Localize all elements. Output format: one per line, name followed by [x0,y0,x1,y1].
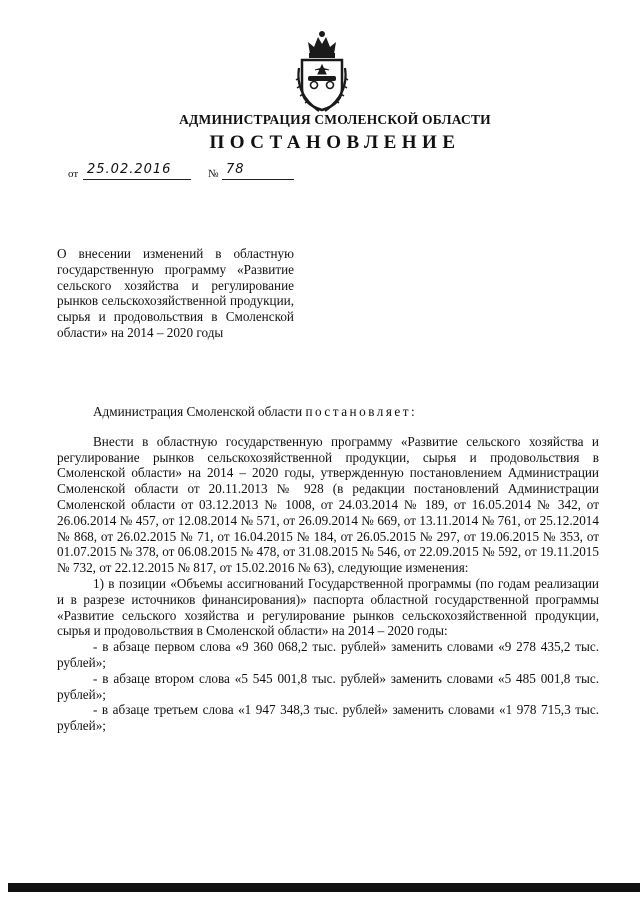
list-item: - в абзаце втором слова «5 545 001,8 тыс. рублей» заменить словами «5 485 001,8 тыс. рублей»; [57,670,599,702]
list-item: - в абзаце первом слова «9 360 068,2 тыс. рублей» заменить словами «9 278 435,2 тыс. рублей»; [57,639,599,670]
document-type-title: ПОСТАНОВЛЕНИЕ [209,132,461,153]
date-label: от [68,168,79,180]
number-label: № [208,168,219,180]
preamble-decree: постановляет: [305,404,418,419]
preamble-text: Администрация Смоленской области [93,404,303,419]
bottom-border-bar [8,883,640,892]
document-meta [68,162,308,182]
document-subject: О внесении изменений в областную государственную программу «Развитие сельского хозяйства и регулирование рынков сельскохозяйственной продукции, сырья и продовольствия в Смоленской области» на 2014 – 2020 годы [57,246,294,340]
date-underline [83,179,191,180]
number-value: 78 [226,162,245,177]
number-underline [222,179,294,180]
date-value: 25.02.2016 [87,162,172,177]
list-item: - в абзаце третьем слова «1 947 348,3 тыс. рублей» заменить словами «1 978 715,3 тыс. рублей»; [57,702,599,734]
document-body [57,404,599,734]
item-1: 1) в позиции «Объемы ассигнований Государственной программы (по годам реализации и в разрезе источников финансирования)» паспорта областной государственной программы «Развитие сельского хозяйства и регулирование рынков сельскохозяйственной продукции, сырья и продовольствия в Смоленской области» на 2014 – 2020 годы: [57,575,599,639]
organization-name: АДМИНИСТРАЦИЯ СМОЛЕНСКОЙ ОБЛАСТИ [179,112,491,127]
main-paragraph: Внести в областную государственную программу «Развитие сельского хозяйства и регулирование рынков сельскохозяйственной продукции, сырья и продовольствия в Смоленской области» на 2014 – 2020 годы, утвержденную постановлением Администрации Смоленской области от 20.11.2013 № 928 (в редакции постановлений Администрации Смоленской области от 03.12.2013 № 1008, от 24.03.2014 № 189, от 16.05.2014 № 342, от 26.06.2014 № 457, от 12.08.2014 № 571, от 26.09.2014 № 669, от 13.11.2014 № 761, от 25.12.2014 № 868, от 26.02.2015 № 71, от 16.04.2015 № 184, от 26.05.2015 № 297, от 19.06.2015 № 353, от 01.07.2015 № 378, от 06.08.2015 № 478, от 31.08.2015 № 546, от 22.09.2015 № 592, от 19.11.2015 № 732, от 22.12.2015 № 817, от 15.02.2016 № 63), следующие изменения: [57,433,599,576]
preamble [57,404,599,420]
coat-of-arms-emblem [293,28,351,112]
